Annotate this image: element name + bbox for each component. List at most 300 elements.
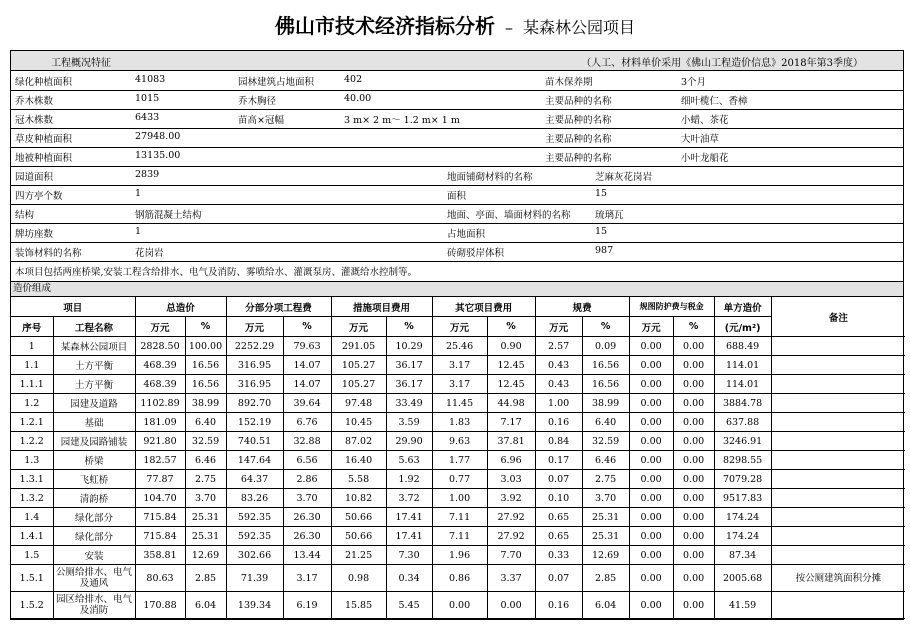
overview-cell: 2839 [135, 169, 160, 180]
cost-cell: 0.65 [535, 527, 582, 546]
cost-cell: 3.70 [185, 489, 226, 508]
cost-cell: 1 [11, 337, 53, 356]
overview-row [11, 71, 903, 91]
cost-header-cell: 万元 [331, 317, 386, 337]
cost-header-group: 项目 [11, 297, 135, 317]
cost-cell: 0.16 [535, 413, 582, 432]
cost-cell: 7.11 [432, 508, 487, 527]
cost-cell: 0.00 [629, 432, 673, 451]
cost-cell: 3246.91 [714, 432, 771, 451]
cost-cell: 0.00 [673, 565, 714, 592]
cost-cell: 绿化部分 [53, 508, 135, 527]
cost-cell: 园建及园路铺装 [53, 432, 135, 451]
overview-section-label: 工程概况特征 [51, 58, 111, 69]
cost-cell: 104.70 [135, 489, 185, 508]
cost-cell: 6.40 [582, 413, 629, 432]
overview-cell: 砖砌驳岸体积 [447, 248, 505, 259]
cost-cell: 1.5.2 [11, 592, 53, 619]
cost-cell: 0.00 [673, 451, 714, 470]
overview-cell: 小叶龙船花 [681, 153, 729, 164]
cost-cell: 0.00 [673, 592, 714, 619]
cost-cell: 3884.78 [714, 394, 771, 413]
cost-cell: 0.90 [487, 337, 535, 356]
cost-header-group: 其它项目费用 [432, 297, 535, 317]
cost-cell: 97.48 [331, 394, 386, 413]
cost-cell: 0.00 [673, 546, 714, 565]
cost-cell: 3.03 [487, 470, 535, 489]
cost-header-cell: 万元 [432, 317, 487, 337]
cost-header-cell: % [283, 317, 331, 337]
overview-cell: 乔木株数 [15, 96, 54, 107]
cost-cell [771, 527, 905, 546]
cost-cell: 0.00 [673, 527, 714, 546]
cost-cell: 2.85 [185, 565, 226, 592]
cost-cell: 38.99 [185, 394, 226, 413]
cost-cell: 园建及道路 [53, 394, 135, 413]
cost-cell: 1.5.1 [11, 565, 53, 592]
cost-cell: 170.88 [135, 592, 185, 619]
cost-header-cell: % [185, 317, 226, 337]
overview-row [11, 90, 903, 110]
overview-row [11, 261, 903, 280]
cost-table-row [11, 413, 905, 432]
cost-cell: 152.19 [226, 413, 283, 432]
cost-cell: 740.51 [226, 432, 283, 451]
cost-cell: 139.34 [226, 592, 283, 619]
cost-cell: 80.63 [135, 565, 185, 592]
overview-cell: 钢筋混凝土结构 [135, 210, 202, 221]
cost-cell: 87.34 [714, 546, 771, 565]
cost-cell: 688.49 [714, 337, 771, 356]
cost-cell: 592.35 [226, 508, 283, 527]
cost-cell: 6.46 [582, 451, 629, 470]
cost-table-row [11, 508, 905, 527]
cost-header-cell: % [582, 317, 629, 337]
cost-header-cell: 万元 [226, 317, 283, 337]
cost-cell: 3.17 [432, 375, 487, 394]
cost-cell: 715.84 [135, 508, 185, 527]
cost-cell: 安装 [53, 546, 135, 565]
cost-cell: 11.45 [432, 394, 487, 413]
cost-cell: 33.49 [386, 394, 432, 413]
cost-cell: 桥梁 [53, 451, 135, 470]
cost-cell: 105.27 [331, 356, 386, 375]
cost-cell: 10.45 [331, 413, 386, 432]
cost-table-row [11, 432, 905, 451]
overview-cell: 地面、亭面、墙面材料的名称 [447, 210, 571, 221]
cost-cell: 17.41 [386, 527, 432, 546]
cost-cell: 0.00 [629, 489, 673, 508]
cost-cell: 302.66 [226, 546, 283, 565]
overview-row [11, 128, 903, 148]
cost-cell: 41.59 [714, 592, 771, 619]
cost-cell [771, 375, 905, 394]
price-source-note: （人工、材料单价采用《佛山工程造价信息》2018年第3季度） [581, 58, 863, 69]
cost-cell: 0.00 [673, 375, 714, 394]
cost-header-group: 总造价 [135, 297, 226, 317]
cost-cell: 0.00 [673, 432, 714, 451]
cost-cell: 17.41 [386, 508, 432, 527]
cost-cell: 468.39 [135, 375, 185, 394]
cost-cell: 0.33 [535, 546, 582, 565]
overview-grid [11, 71, 903, 282]
cost-cell: 0.17 [535, 451, 582, 470]
cost-cell: 10.82 [331, 489, 386, 508]
cost-table-row [11, 451, 905, 470]
cost-section-label: 造价组成 [11, 282, 903, 297]
cost-cell: 园区给排水、电气及消防 [53, 592, 135, 619]
cost-cell: 按公厕建筑面积分摊 [771, 565, 905, 592]
cost-header-group: 备注 [771, 297, 905, 337]
overview-cell: 牌坊座数 [15, 229, 54, 240]
cost-cell: 12.69 [582, 546, 629, 565]
cost-cell: 10.29 [386, 337, 432, 356]
cost-cell: 27.92 [487, 508, 535, 527]
cost-cell [771, 508, 905, 527]
overview-row [11, 109, 903, 129]
cost-header-cell: 万元 [535, 317, 582, 337]
cost-cell: 1.00 [432, 489, 487, 508]
cost-cell: 37.81 [487, 432, 535, 451]
cost-cell: 181.09 [135, 413, 185, 432]
cost-cell: 3.92 [487, 489, 535, 508]
cost-cell: 0.00 [629, 565, 673, 592]
cost-cell: 0.16 [535, 592, 582, 619]
cost-cell: 27.92 [487, 527, 535, 546]
cost-cell: 6.46 [185, 451, 226, 470]
overview-cell: 地被种植面积 [15, 153, 73, 164]
cost-cell: 39.64 [283, 394, 331, 413]
cost-table-row [11, 565, 905, 592]
cost-cell: 7.70 [487, 546, 535, 565]
overview-cell: 1 [135, 188, 142, 199]
cost-header-cell: % [386, 317, 432, 337]
cost-cell: 0.00 [629, 592, 673, 619]
cost-cell: 36.17 [386, 356, 432, 375]
cost-cell: 21.25 [331, 546, 386, 565]
cost-cell: 16.56 [185, 356, 226, 375]
overview-header-bar [11, 51, 903, 71]
cost-cell: 1.3 [11, 451, 53, 470]
cost-cell: 44.98 [487, 394, 535, 413]
cost-header-cell: % [673, 317, 714, 337]
overview-row [11, 242, 903, 262]
cost-header-group: 规图防护费与税金 [629, 297, 714, 317]
cost-cell: 2828.50 [135, 337, 185, 356]
overview-cell: 3 m× 2 m～ 1.2 m× 1 m [344, 115, 460, 126]
cost-cell: 114.01 [714, 375, 771, 394]
cost-cell: 0.34 [386, 565, 432, 592]
cost-table-row [11, 375, 905, 394]
overview-cell: 装饰材料的名称 [15, 248, 82, 259]
cost-cell [771, 413, 905, 432]
cost-cell: 316.95 [226, 375, 283, 394]
cost-cell: 100.00 [185, 337, 226, 356]
cost-cell: 0.00 [629, 451, 673, 470]
cost-cell: 16.56 [185, 375, 226, 394]
cost-cell: 1.5 [11, 546, 53, 565]
cost-cell: 16.40 [331, 451, 386, 470]
cost-cell [771, 356, 905, 375]
page-subtitle: 某森林公园项目 [522, 18, 635, 37]
cost-cell: 5.45 [386, 592, 432, 619]
cost-cell: 25.46 [432, 337, 487, 356]
cost-cell: 174.24 [714, 527, 771, 546]
overview-cell: 13135.00 [135, 150, 181, 161]
cost-cell: 316.95 [226, 356, 283, 375]
cost-cell: 7.30 [386, 546, 432, 565]
overview-cell: 苗木保养期 [545, 77, 593, 88]
overview-cell: 细叶榄仁、香樟 [681, 96, 748, 107]
cost-cell: 0.00 [629, 546, 673, 565]
overview-row [11, 204, 903, 224]
cost-table-row [11, 527, 905, 546]
cost-cell: 25.31 [582, 508, 629, 527]
cost-header-cell: % [487, 317, 535, 337]
cost-header-cell: 万元 [135, 317, 185, 337]
cost-cell: 1.1 [11, 356, 53, 375]
cost-table-row [11, 592, 905, 619]
cost-cell: 14.07 [283, 375, 331, 394]
cost-table-row [11, 470, 905, 489]
cost-cell: 13.44 [283, 546, 331, 565]
cost-cell: 基础 [53, 413, 135, 432]
cost-cell: 291.05 [331, 337, 386, 356]
cost-cell: 71.39 [226, 565, 283, 592]
cost-header-cell: 工程名称 [53, 317, 135, 337]
overview-cell: 乔木胸径 [238, 96, 277, 107]
overview-cell: 1 [135, 226, 142, 237]
cost-cell: 2.85 [582, 565, 629, 592]
cost-cell [771, 546, 905, 565]
cost-cell: 1.4.1 [11, 527, 53, 546]
overview-cell: 本项目包括两座桥梁,安装工程含给排水、电气及消防、雾喷给水、灌溉泵房、灌溉给水控制等。 [15, 267, 418, 278]
cost-cell: 0.86 [432, 565, 487, 592]
cost-cell: 2.75 [185, 470, 226, 489]
cost-cell: 9.63 [432, 432, 487, 451]
cost-cell: 921.80 [135, 432, 185, 451]
cost-cell: 3.59 [386, 413, 432, 432]
cost-cell: 2005.68 [714, 565, 771, 592]
overview-cell: 987 [595, 245, 614, 256]
cost-cell: 26.30 [283, 508, 331, 527]
cost-table-row [11, 356, 905, 375]
cost-cell: 土方平衡 [53, 375, 135, 394]
overview-cell: 芝麻灰花岗岩 [595, 172, 653, 183]
cost-cell: 50.66 [331, 508, 386, 527]
overview-row [11, 166, 903, 186]
cost-cell: 6.56 [283, 451, 331, 470]
cost-cell: 5.58 [331, 470, 386, 489]
cost-cell: 14.07 [283, 356, 331, 375]
overview-cell: 结构 [15, 210, 35, 221]
cost-cell: 12.45 [487, 375, 535, 394]
cost-cell [771, 337, 905, 356]
overview-cell: 402 [344, 74, 363, 85]
cost-cell: 79.63 [283, 337, 331, 356]
cost-cell: 0.00 [673, 356, 714, 375]
cost-cell: 32.88 [283, 432, 331, 451]
overview-cell: 占地面积 [447, 229, 486, 240]
overview-cell: 主要品种的名称 [545, 115, 612, 126]
cost-cell: 土方平衡 [53, 356, 135, 375]
cost-cell: 1.1.1 [11, 375, 53, 394]
cost-table [11, 297, 905, 619]
cost-cell: 36.17 [386, 375, 432, 394]
cost-cell: 7.11 [432, 527, 487, 546]
cost-cell: 0.00 [673, 508, 714, 527]
cost-cell [771, 592, 905, 619]
overview-cell: 15 [595, 226, 608, 237]
cost-cell: 892.70 [226, 394, 283, 413]
cost-cell: 0.00 [673, 489, 714, 508]
cost-cell: 0.07 [535, 470, 582, 489]
cost-cell: 147.64 [226, 451, 283, 470]
cost-cell: 105.27 [331, 375, 386, 394]
cost-cell: 0.00 [629, 375, 673, 394]
page-title-area [0, 10, 910, 39]
overview-cell: 大叶油草 [681, 134, 720, 145]
cost-cell: 3.37 [487, 565, 535, 592]
cost-cell: 468.39 [135, 356, 185, 375]
cost-cell: 3.70 [283, 489, 331, 508]
cost-cell: 114.01 [714, 356, 771, 375]
cost-cell: 0.00 [629, 470, 673, 489]
cost-cell: 50.66 [331, 527, 386, 546]
overview-cell: 小蜡、茶花 [681, 115, 729, 126]
overview-cell: 面积 [447, 191, 467, 202]
overview-cell: 四方亭个数 [15, 191, 63, 202]
cost-cell: 16.56 [582, 375, 629, 394]
cost-cell: 1.2.1 [11, 413, 53, 432]
overview-cell: 草皮种植面积 [15, 134, 73, 145]
cost-cell: 0.43 [535, 356, 582, 375]
cost-cell: 25.31 [582, 527, 629, 546]
cost-cell: 174.24 [714, 508, 771, 527]
cost-cell: 2.57 [535, 337, 582, 356]
cost-cell: 3.17 [432, 356, 487, 375]
cost-cell [771, 451, 905, 470]
cost-cell: 2.75 [582, 470, 629, 489]
overview-cell: 27948.00 [135, 131, 181, 142]
cost-cell: 0.43 [535, 375, 582, 394]
cost-cell: 2252.29 [226, 337, 283, 356]
cost-cell: 3.72 [386, 489, 432, 508]
cost-cell: 1.96 [432, 546, 487, 565]
cost-cell: 0.00 [629, 337, 673, 356]
overview-cell: 园道面积 [15, 172, 54, 183]
overview-cell: 6433 [135, 112, 160, 123]
overview-cell: 41083 [135, 74, 166, 85]
analysis-sheet [10, 50, 904, 620]
overview-row [11, 147, 903, 167]
cost-cell: 0.00 [673, 337, 714, 356]
cost-cell: 38.99 [582, 394, 629, 413]
cost-cell: 16.56 [582, 356, 629, 375]
cost-cell: 0.00 [629, 508, 673, 527]
cost-header-cell: 万元 [629, 317, 673, 337]
cost-header-cell: (元/m²) [714, 317, 771, 337]
cost-cell: 29.90 [386, 432, 432, 451]
cost-table-row [11, 394, 905, 413]
cost-cell: 1.83 [432, 413, 487, 432]
cost-cell: 26.30 [283, 527, 331, 546]
cost-table-row [11, 546, 905, 565]
cost-cell: 1.3.2 [11, 489, 53, 508]
cost-cell: 32.59 [582, 432, 629, 451]
cost-cell: 0.00 [629, 527, 673, 546]
cost-cell: 0.00 [487, 592, 535, 619]
cost-header-group: 分部分项工程费 [226, 297, 331, 317]
cost-cell: 0.00 [673, 394, 714, 413]
cost-cell: 32.59 [185, 432, 226, 451]
cost-cell [771, 394, 905, 413]
cost-cell: 3.70 [582, 489, 629, 508]
cost-cell: 9517.83 [714, 489, 771, 508]
overview-cell: 绿化种植面积 [15, 77, 73, 88]
cost-cell: 1102.89 [135, 394, 185, 413]
cost-cell: 0.09 [582, 337, 629, 356]
cost-cell: 0.00 [629, 394, 673, 413]
cost-cell: 3.17 [283, 565, 331, 592]
cost-cell: 358.81 [135, 546, 185, 565]
cost-cell: 637.88 [714, 413, 771, 432]
cost-cell: 公厕给排水、电气及通风 [53, 565, 135, 592]
overview-cell: 40.00 [344, 93, 372, 104]
overview-cell: 地面铺砌材料的名称 [447, 172, 533, 183]
cost-cell: 87.02 [331, 432, 386, 451]
cost-cell: 1.2 [11, 394, 53, 413]
overview-cell: 1015 [135, 93, 160, 104]
overview-cell: 主要品种的名称 [545, 96, 612, 107]
cost-cell: 83.26 [226, 489, 283, 508]
cost-header-group: 规费 [535, 297, 629, 317]
overview-cell: 花岗岩 [135, 248, 164, 259]
cost-cell: 0.00 [673, 470, 714, 489]
cost-cell: 6.96 [487, 451, 535, 470]
cost-header-group: 单方造价 [714, 297, 771, 317]
cost-cell: 25.31 [185, 527, 226, 546]
cost-cell: 6.04 [582, 592, 629, 619]
cost-cell: 某森林公园项目 [53, 337, 135, 356]
overview-cell: 冠木株数 [15, 115, 54, 126]
cost-cell: 1.00 [535, 394, 582, 413]
cost-cell: 12.45 [487, 356, 535, 375]
cost-cell [771, 489, 905, 508]
overview-cell: 主要品种的名称 [545, 153, 612, 164]
cost-cell: 715.84 [135, 527, 185, 546]
cost-cell: 0.00 [629, 413, 673, 432]
overview-row [11, 223, 903, 243]
cost-cell: 0.98 [331, 565, 386, 592]
overview-cell: 苗高×冠幅 [238, 115, 284, 126]
cost-cell: 1.4 [11, 508, 53, 527]
cost-cell [771, 432, 905, 451]
cost-cell: 1.77 [432, 451, 487, 470]
cost-cell: 6.76 [283, 413, 331, 432]
cost-cell: 7.17 [487, 413, 535, 432]
cost-cell: 0.65 [535, 508, 582, 527]
cost-cell: 0.77 [432, 470, 487, 489]
cost-cell: 0.07 [535, 565, 582, 592]
cost-cell: 592.35 [226, 527, 283, 546]
cost-header-cell: 序号 [11, 317, 53, 337]
cost-cell: 0.84 [535, 432, 582, 451]
cost-cell: 6.40 [185, 413, 226, 432]
title-dash: – [504, 18, 513, 37]
cost-cell: 绿化部分 [53, 527, 135, 546]
cost-cell: 64.37 [226, 470, 283, 489]
